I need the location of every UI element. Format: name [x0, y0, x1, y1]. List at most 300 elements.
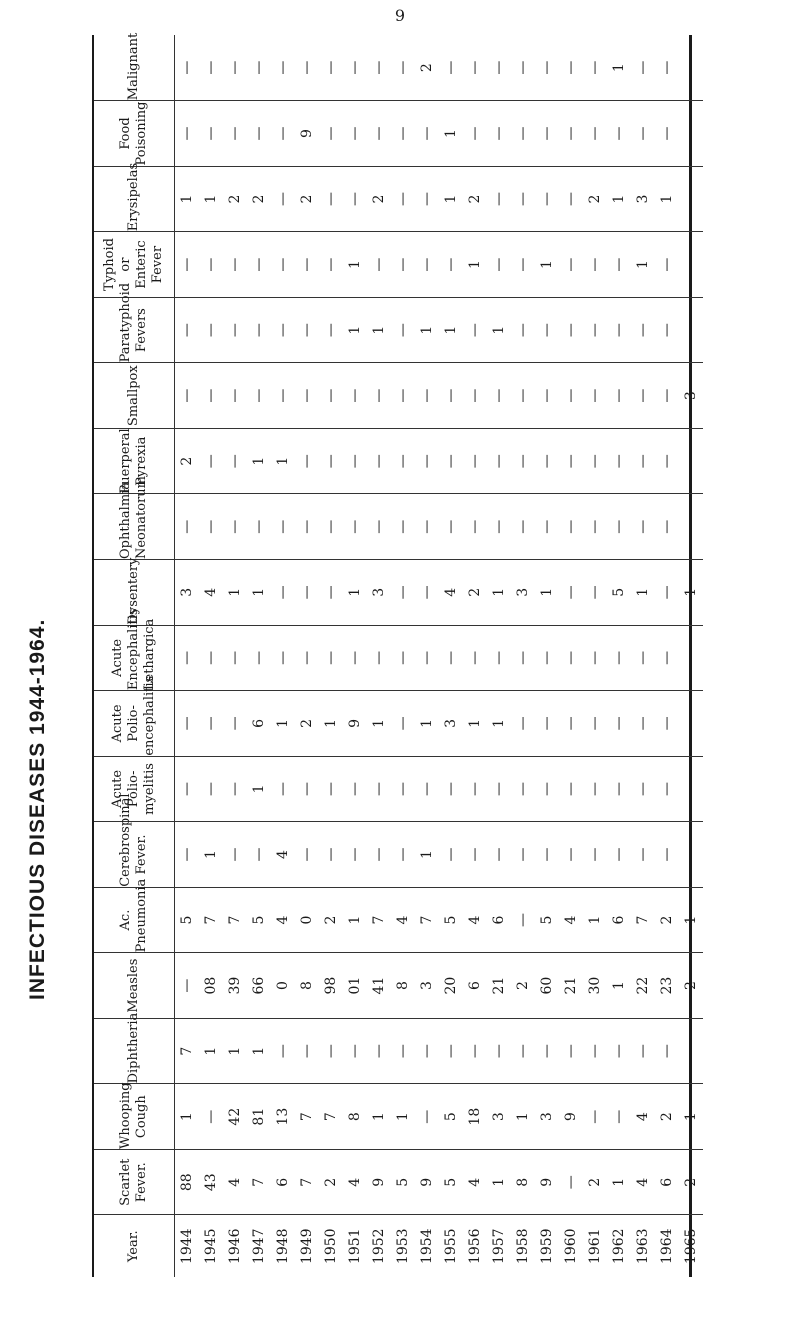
table-cell: 2 [295, 691, 319, 757]
table-cell: 3 [487, 1084, 511, 1150]
table-cell: — [391, 428, 415, 494]
table-cell: — [199, 625, 223, 691]
table-cell: 3 [511, 560, 535, 626]
table-cell: 4 [559, 887, 583, 953]
table-cell: 1 [415, 691, 439, 757]
column-header: Paratyphoid Fevers [94, 297, 175, 363]
table-cell: — [559, 560, 583, 626]
table-cell: 7 [631, 887, 655, 953]
table-cell: — [607, 494, 631, 560]
table-cell: 1 [439, 297, 463, 363]
table-cell: — [439, 625, 463, 691]
table-cell: 1 [415, 822, 439, 888]
year-cell: 1959 [535, 1215, 559, 1277]
table-cell: — [511, 232, 535, 298]
table-cell: — [583, 232, 607, 298]
column-header-year: Year. [94, 1215, 175, 1277]
table-cell: — [343, 428, 367, 494]
table-cell: 1 [487, 691, 511, 757]
table-cell: — [223, 691, 247, 757]
table-cell: — [655, 625, 679, 691]
table-row [319, 35, 343, 1277]
table-row [535, 35, 559, 1277]
year-cell: 1952 [367, 1215, 391, 1277]
table-cell: — [583, 363, 607, 429]
table-cell: — [271, 756, 295, 822]
table-cell: — [271, 560, 295, 626]
table-cell: 7 [247, 1149, 271, 1215]
column-header: Acute Polio-myelitis [94, 756, 175, 822]
table-cell: 1 [319, 691, 343, 757]
table-cell: — [607, 756, 631, 822]
table-cell: — [227, 60, 243, 75]
table-row [175, 35, 200, 1277]
table-cell: — [463, 101, 487, 167]
table-cell: — [443, 60, 459, 75]
table-cell: — [559, 822, 583, 888]
table-cell: 18 [463, 1084, 487, 1150]
table-cell: — [367, 756, 391, 822]
year-cell: 1954 [415, 1215, 439, 1277]
table-cell: — [535, 363, 559, 429]
table-cell: 20 [439, 953, 463, 1019]
table-cell: — [487, 363, 511, 429]
table-row [607, 35, 631, 1277]
table-cell: — [559, 756, 583, 822]
table-cell: — [271, 297, 295, 363]
table-cell: 0 [295, 887, 319, 953]
table-cell: 60 [535, 953, 559, 1019]
year-cell: 1962 [607, 1215, 631, 1277]
table-cell: — [367, 625, 391, 691]
table-cell: 39 [223, 953, 247, 1019]
table-cell: — [343, 756, 367, 822]
table-cell: — [415, 1018, 439, 1084]
column-header: Malignant [94, 35, 175, 101]
infectious-diseases-table [94, 32, 703, 1277]
table-cell: 21 [559, 953, 583, 1019]
table-cell: — [511, 101, 535, 167]
column-header: Acute Polio-encephalitis [94, 691, 175, 757]
table-cell: 6 [487, 887, 511, 953]
table-cell: — [179, 60, 195, 75]
table-cell: — [467, 60, 483, 75]
table-cell: 42 [223, 1084, 247, 1150]
table-cell: — [607, 363, 631, 429]
table-cell: 43 [199, 1149, 223, 1215]
table-cell: 22 [631, 953, 655, 1019]
table-cell: 9 [559, 1084, 583, 1150]
table-cell: 4 [631, 1084, 655, 1150]
table-cell: 1 [535, 232, 559, 298]
table-cell: — [559, 1018, 583, 1084]
table-cell: — [391, 232, 415, 298]
column-header: Diphtheria [94, 1018, 175, 1084]
table-cell: — [583, 625, 607, 691]
table-cell: — [391, 822, 415, 888]
table-cell: — [679, 1018, 703, 1084]
table-cell: — [635, 60, 651, 75]
table-cell: — [631, 1018, 655, 1084]
table-cell: — [295, 494, 319, 560]
table-cell: — [631, 756, 655, 822]
column-header: Whooping Cough [94, 1084, 175, 1150]
table-cell: 4 [463, 1149, 487, 1215]
table-cell: 01 [343, 953, 367, 1019]
table-cell: 9 [535, 1149, 559, 1215]
year-cell: 1964 [655, 1215, 679, 1277]
table-cell: — [415, 363, 439, 429]
table-cell: — [439, 756, 463, 822]
table-cell: 5 [439, 1149, 463, 1215]
table-cell: — [271, 625, 295, 691]
table-cell: — [583, 494, 607, 560]
table-cell: — [655, 1018, 679, 1084]
table-cell: — [271, 232, 295, 298]
table-cell: — [367, 363, 391, 429]
table-cell: — [439, 232, 463, 298]
table-cell: — [559, 625, 583, 691]
table-cell: — [175, 363, 200, 429]
table-cell: — [487, 428, 511, 494]
table-cell: — [535, 822, 559, 888]
table-row [655, 35, 679, 1277]
table-cell: — [299, 60, 315, 75]
table-row [631, 35, 655, 1277]
table-cell: 2 [511, 953, 535, 1019]
table-cell: — [415, 232, 439, 298]
table-cell: — [199, 428, 223, 494]
table-cell: — [679, 297, 703, 363]
table-cell: — [535, 101, 559, 167]
table-cell: — [319, 560, 343, 626]
table-cell: — [175, 691, 200, 757]
table-cell: — [487, 166, 511, 232]
table-cell: 08 [199, 953, 223, 1019]
column-header: Smallpox [94, 363, 175, 429]
year-cell: 1948 [271, 1215, 295, 1277]
table-cell: — [563, 60, 579, 75]
table-cell: — [199, 363, 223, 429]
table-body [175, 35, 704, 1277]
table-cell: 7 [415, 887, 439, 953]
table-cell: — [247, 101, 271, 167]
table-row [343, 35, 367, 1277]
table-cell: 1 [679, 887, 703, 953]
table-cell: — [247, 494, 271, 560]
table-cell: — [199, 756, 223, 822]
table-cell: 1 [223, 1018, 247, 1084]
table-cell: 2 [419, 63, 435, 73]
table-cell: — [583, 297, 607, 363]
table-cell: — [319, 232, 343, 298]
table-cell: 3 [367, 560, 391, 626]
table-cell: — [511, 363, 535, 429]
table-cell: — [583, 1018, 607, 1084]
table-cell: — [343, 494, 367, 560]
table-cell: 2 [583, 166, 607, 232]
table-cell: — [583, 1084, 607, 1150]
table-cell: — [223, 363, 247, 429]
table-cell: — [275, 60, 291, 75]
table-cell: — [367, 428, 391, 494]
table-cell: — [607, 1018, 631, 1084]
table-cell: 1 [607, 953, 631, 1019]
table-cell: — [415, 625, 439, 691]
table-row [391, 35, 415, 1277]
page-number: 9 [394, 6, 406, 25]
table-cell: — [487, 625, 511, 691]
table-cell: — [655, 297, 679, 363]
table-cell: — [247, 363, 271, 429]
table-cell: 5 [535, 887, 559, 953]
table-cell: — [607, 232, 631, 298]
table-cell: — [559, 363, 583, 429]
table-cell: — [371, 60, 387, 75]
table-cell: — [607, 428, 631, 494]
table-cell: 1 [487, 1149, 511, 1215]
table-cell: — [463, 756, 487, 822]
table-cell: 4 [199, 560, 223, 626]
table-cell: 1 [271, 691, 295, 757]
table-cell: — [199, 1084, 223, 1150]
table-cell: — [511, 822, 535, 888]
table-cell: — [559, 1149, 583, 1215]
table-cell: 2 [319, 1149, 343, 1215]
table-cell: — [655, 691, 679, 757]
table-cell: — [607, 625, 631, 691]
table-cell: — [295, 1018, 319, 1084]
table-cell: — [391, 560, 415, 626]
table-cell: 66 [247, 953, 271, 1019]
table-cell: — [223, 297, 247, 363]
table-cell: 3 [631, 166, 655, 232]
table-cell: 1 [367, 691, 391, 757]
year-cell: 1951 [343, 1215, 367, 1277]
table-cell: 6 [655, 1149, 679, 1215]
table-cell: — [343, 1018, 367, 1084]
table-cell: — [583, 691, 607, 757]
table-row [271, 35, 295, 1277]
table-cell: — [415, 756, 439, 822]
table-cell: 7 [175, 1018, 200, 1084]
table-cell: — [463, 494, 487, 560]
table-cell: 1 [511, 1084, 535, 1150]
table-cell: — [631, 297, 655, 363]
table-cell: — [175, 625, 200, 691]
table-cell: — [679, 101, 703, 167]
table-cell: 3 [175, 560, 200, 626]
table-cell: — [683, 60, 699, 75]
table-cell: 7 [295, 1084, 319, 1150]
table-cell: 9 [415, 1149, 439, 1215]
table-cell: — [655, 822, 679, 888]
table-cell: — [223, 822, 247, 888]
table-cell: 1 [611, 63, 627, 73]
table-cell: — [535, 691, 559, 757]
table-cell: 1 [583, 887, 607, 953]
table-cell: 1 [679, 1084, 703, 1150]
table-cell: 1 [199, 1018, 223, 1084]
table-cell: 2 [679, 1149, 703, 1215]
table-cell: — [199, 101, 223, 167]
year-cell: 1944 [175, 1215, 200, 1277]
table-cell: 8 [511, 1149, 535, 1215]
table-cell: — [223, 232, 247, 298]
table-cell: — [515, 60, 531, 75]
table-cell: 5 [439, 887, 463, 953]
table-cell: 2 [247, 166, 271, 232]
table-cell: — [463, 428, 487, 494]
table-cell: — [247, 625, 271, 691]
table-cell: — [175, 822, 200, 888]
table-cell: — [631, 691, 655, 757]
table-cell: — [511, 691, 535, 757]
table-cell: — [175, 232, 200, 298]
table-cell: — [607, 822, 631, 888]
table-cell: — [367, 1018, 391, 1084]
table-row [415, 35, 439, 1277]
table-cell: 81 [247, 1084, 271, 1150]
table-cell: — [631, 625, 655, 691]
table-cell: — [319, 756, 343, 822]
table-cell: — [415, 560, 439, 626]
table-cell: 9 [295, 101, 319, 167]
table-cell: — [251, 60, 267, 75]
table-cell: — [343, 363, 367, 429]
table-cell: 4 [439, 560, 463, 626]
table-cell: — [415, 428, 439, 494]
table-cell: 4 [271, 822, 295, 888]
table-cell: — [679, 691, 703, 757]
table-cell: 41 [367, 953, 391, 1019]
table-row [367, 35, 391, 1277]
table-cell: — [223, 756, 247, 822]
table-cell: 1 [463, 691, 487, 757]
table-cell: 8 [343, 1084, 367, 1150]
table-cell: — [487, 1018, 511, 1084]
table-cell: — [463, 363, 487, 429]
table-cell: 1 [247, 560, 271, 626]
table-cell: — [583, 756, 607, 822]
table-cell: 1 [679, 560, 703, 626]
table-cell: — [511, 625, 535, 691]
table-cell: — [559, 232, 583, 298]
table-cell: 4 [343, 1149, 367, 1215]
column-header: Acute Encephalitis Lethargica [94, 625, 175, 691]
table-cell: — [391, 625, 415, 691]
table-cell: — [655, 363, 679, 429]
table-cell: — [391, 363, 415, 429]
table-cell: — [343, 625, 367, 691]
table-cell: 7 [295, 1149, 319, 1215]
table-cell: 4 [223, 1149, 247, 1215]
table-cell: 1 [271, 428, 295, 494]
table-cell: — [559, 166, 583, 232]
table-cell: — [367, 101, 391, 167]
table-cell: — [295, 756, 319, 822]
table-cell: — [347, 60, 363, 75]
table-cell: — [607, 1084, 631, 1150]
table-cell: 1 [199, 822, 223, 888]
table-cell: — [559, 297, 583, 363]
table-cell: 0 [271, 953, 295, 1019]
table-cell: — [655, 232, 679, 298]
table-cell: — [175, 953, 200, 1019]
table-cell: 1 [607, 166, 631, 232]
table-cell: — [295, 560, 319, 626]
table-cell: 6 [463, 953, 487, 1019]
table-cell: — [415, 166, 439, 232]
table-cell: — [463, 297, 487, 363]
table-cell: 7 [199, 887, 223, 953]
table-row [511, 35, 535, 1277]
table-cell: 23 [655, 953, 679, 1019]
table-cell: — [367, 232, 391, 298]
table-cell: — [511, 756, 535, 822]
table-cell: — [295, 428, 319, 494]
table-cell: — [323, 60, 339, 75]
table-cell: 1 [463, 232, 487, 298]
table-row [463, 35, 487, 1277]
table-cell: 1 [343, 297, 367, 363]
table-cell: 8 [295, 953, 319, 1019]
table-cell: — [539, 60, 555, 75]
year-cell: 1947 [247, 1215, 271, 1277]
table-cell: 1 [391, 1084, 415, 1150]
table-cell: — [511, 494, 535, 560]
table-cell: — [679, 822, 703, 888]
table-cell: 5 [391, 1149, 415, 1215]
table-cell: 8 [391, 953, 415, 1019]
table-cell: 2 [655, 887, 679, 953]
table-cell: — [319, 625, 343, 691]
column-header: Dysentery [94, 560, 175, 626]
column-header: Puerperal Pyrexia [94, 428, 175, 494]
table-cell: — [655, 756, 679, 822]
table-cell: 1 [343, 232, 367, 298]
table-cell: — [583, 822, 607, 888]
table-cell: — [535, 297, 559, 363]
table-row [583, 35, 607, 1277]
year-cell: 1950 [319, 1215, 343, 1277]
table-cell: — [587, 60, 603, 75]
table-cell: — [319, 101, 343, 167]
table-cell: — [175, 297, 200, 363]
table-cell: — [319, 494, 343, 560]
table-cell: 9 [367, 1149, 391, 1215]
year-cell: 1946 [223, 1215, 247, 1277]
table-cell: 5 [175, 887, 200, 953]
table-cell: — [319, 166, 343, 232]
table-cell: 4 [631, 1149, 655, 1215]
table-cell: — [655, 560, 679, 626]
column-header: Cerebrospinal Fever. [94, 822, 175, 888]
table-row [223, 35, 247, 1277]
table-cell: — [583, 101, 607, 167]
table-cell: — [535, 1018, 559, 1084]
table-cell: 1 [175, 166, 200, 232]
table-cell: 21 [487, 953, 511, 1019]
table-cell: 13 [271, 1084, 295, 1150]
table-cell: 2 [463, 166, 487, 232]
table-cell: — [319, 1018, 343, 1084]
table-cell: — [271, 166, 295, 232]
table-cell: — [175, 494, 200, 560]
table-cell: 1 [487, 560, 511, 626]
table-cell: — [679, 428, 703, 494]
table-cell: — [511, 297, 535, 363]
